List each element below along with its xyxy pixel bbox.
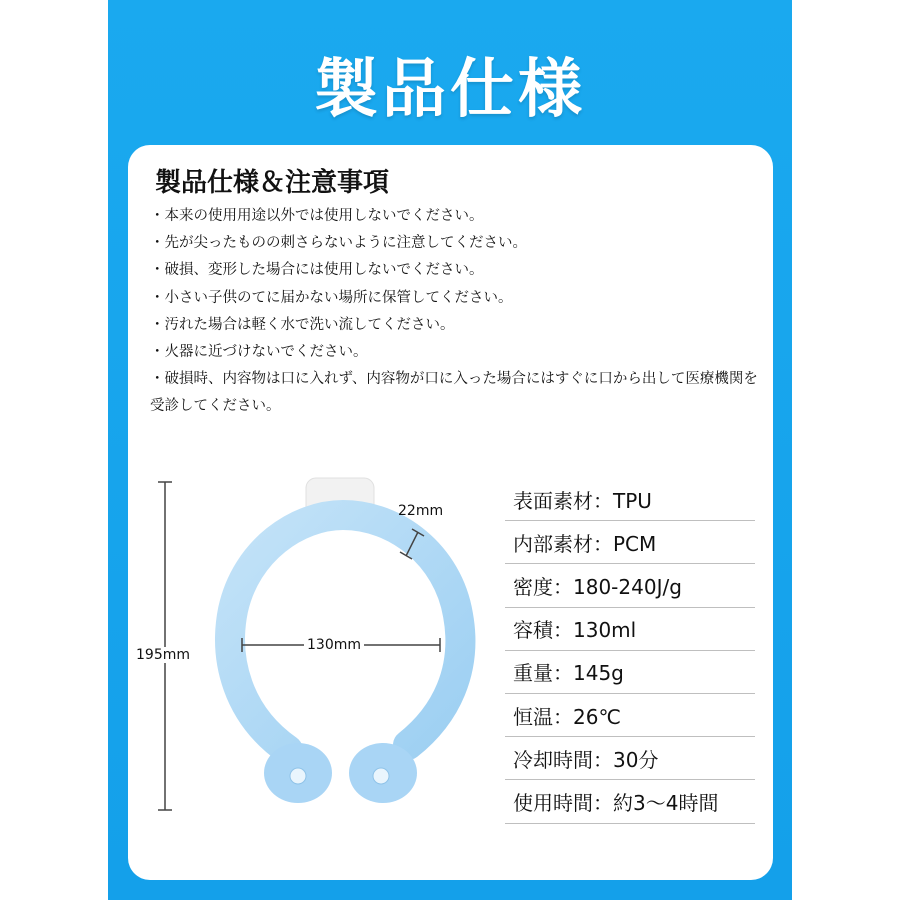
- thickness-label: 22mm: [398, 503, 444, 519]
- spec-row-surface-material: 表面素材：TPU: [505, 478, 755, 521]
- height-label: 195mm: [136, 647, 190, 663]
- ring-body: [230, 515, 460, 750]
- spec-row-weight: 重量：145g: [505, 651, 755, 694]
- note-item: ・破損時、内容物は口に入れず、内容物が口に入った場合にはすぐに口から出して医療機関を受診してください。: [150, 371, 758, 415]
- note-item: ・汚れた場合は軽く水で洗い流してください。: [150, 316, 455, 333]
- section-heading: 製品仕様＆注意事項: [155, 168, 390, 198]
- note-item: ・破損、変形した場合には使用しないでください。: [150, 262, 484, 279]
- spec-row-constant-temperature: 恒温：26℃: [505, 694, 755, 737]
- note-item: ・火器に近づけないでください。: [150, 344, 368, 361]
- ring-hole-right: [373, 768, 389, 784]
- note-item: ・本来の使用用途以外では使用しないでください。: [150, 208, 484, 224]
- spec-row-density: 密度：180-240J/g: [505, 564, 755, 607]
- spec-row-volume: 容積：130ml: [505, 608, 755, 651]
- note-item: ・小さい子供のてに届かない場所に保管してください。: [150, 289, 513, 306]
- page-title: 製品仕様: [314, 53, 586, 127]
- spec-list: [505, 478, 755, 824]
- spec-row-inner-material: 内部素材：PCM: [505, 521, 755, 564]
- note-item: ・先が尖ったものの刺さらないように注意してください。: [150, 235, 527, 252]
- inner-width-label: 130mm: [304, 637, 364, 653]
- spec-row-usage-time: 使用時間：約3～4時間: [505, 780, 755, 823]
- caution-notes: [150, 203, 760, 421]
- ring-hole-left: [290, 768, 306, 784]
- spec-row-cooling-time: 冷却時間：30分: [505, 737, 755, 780]
